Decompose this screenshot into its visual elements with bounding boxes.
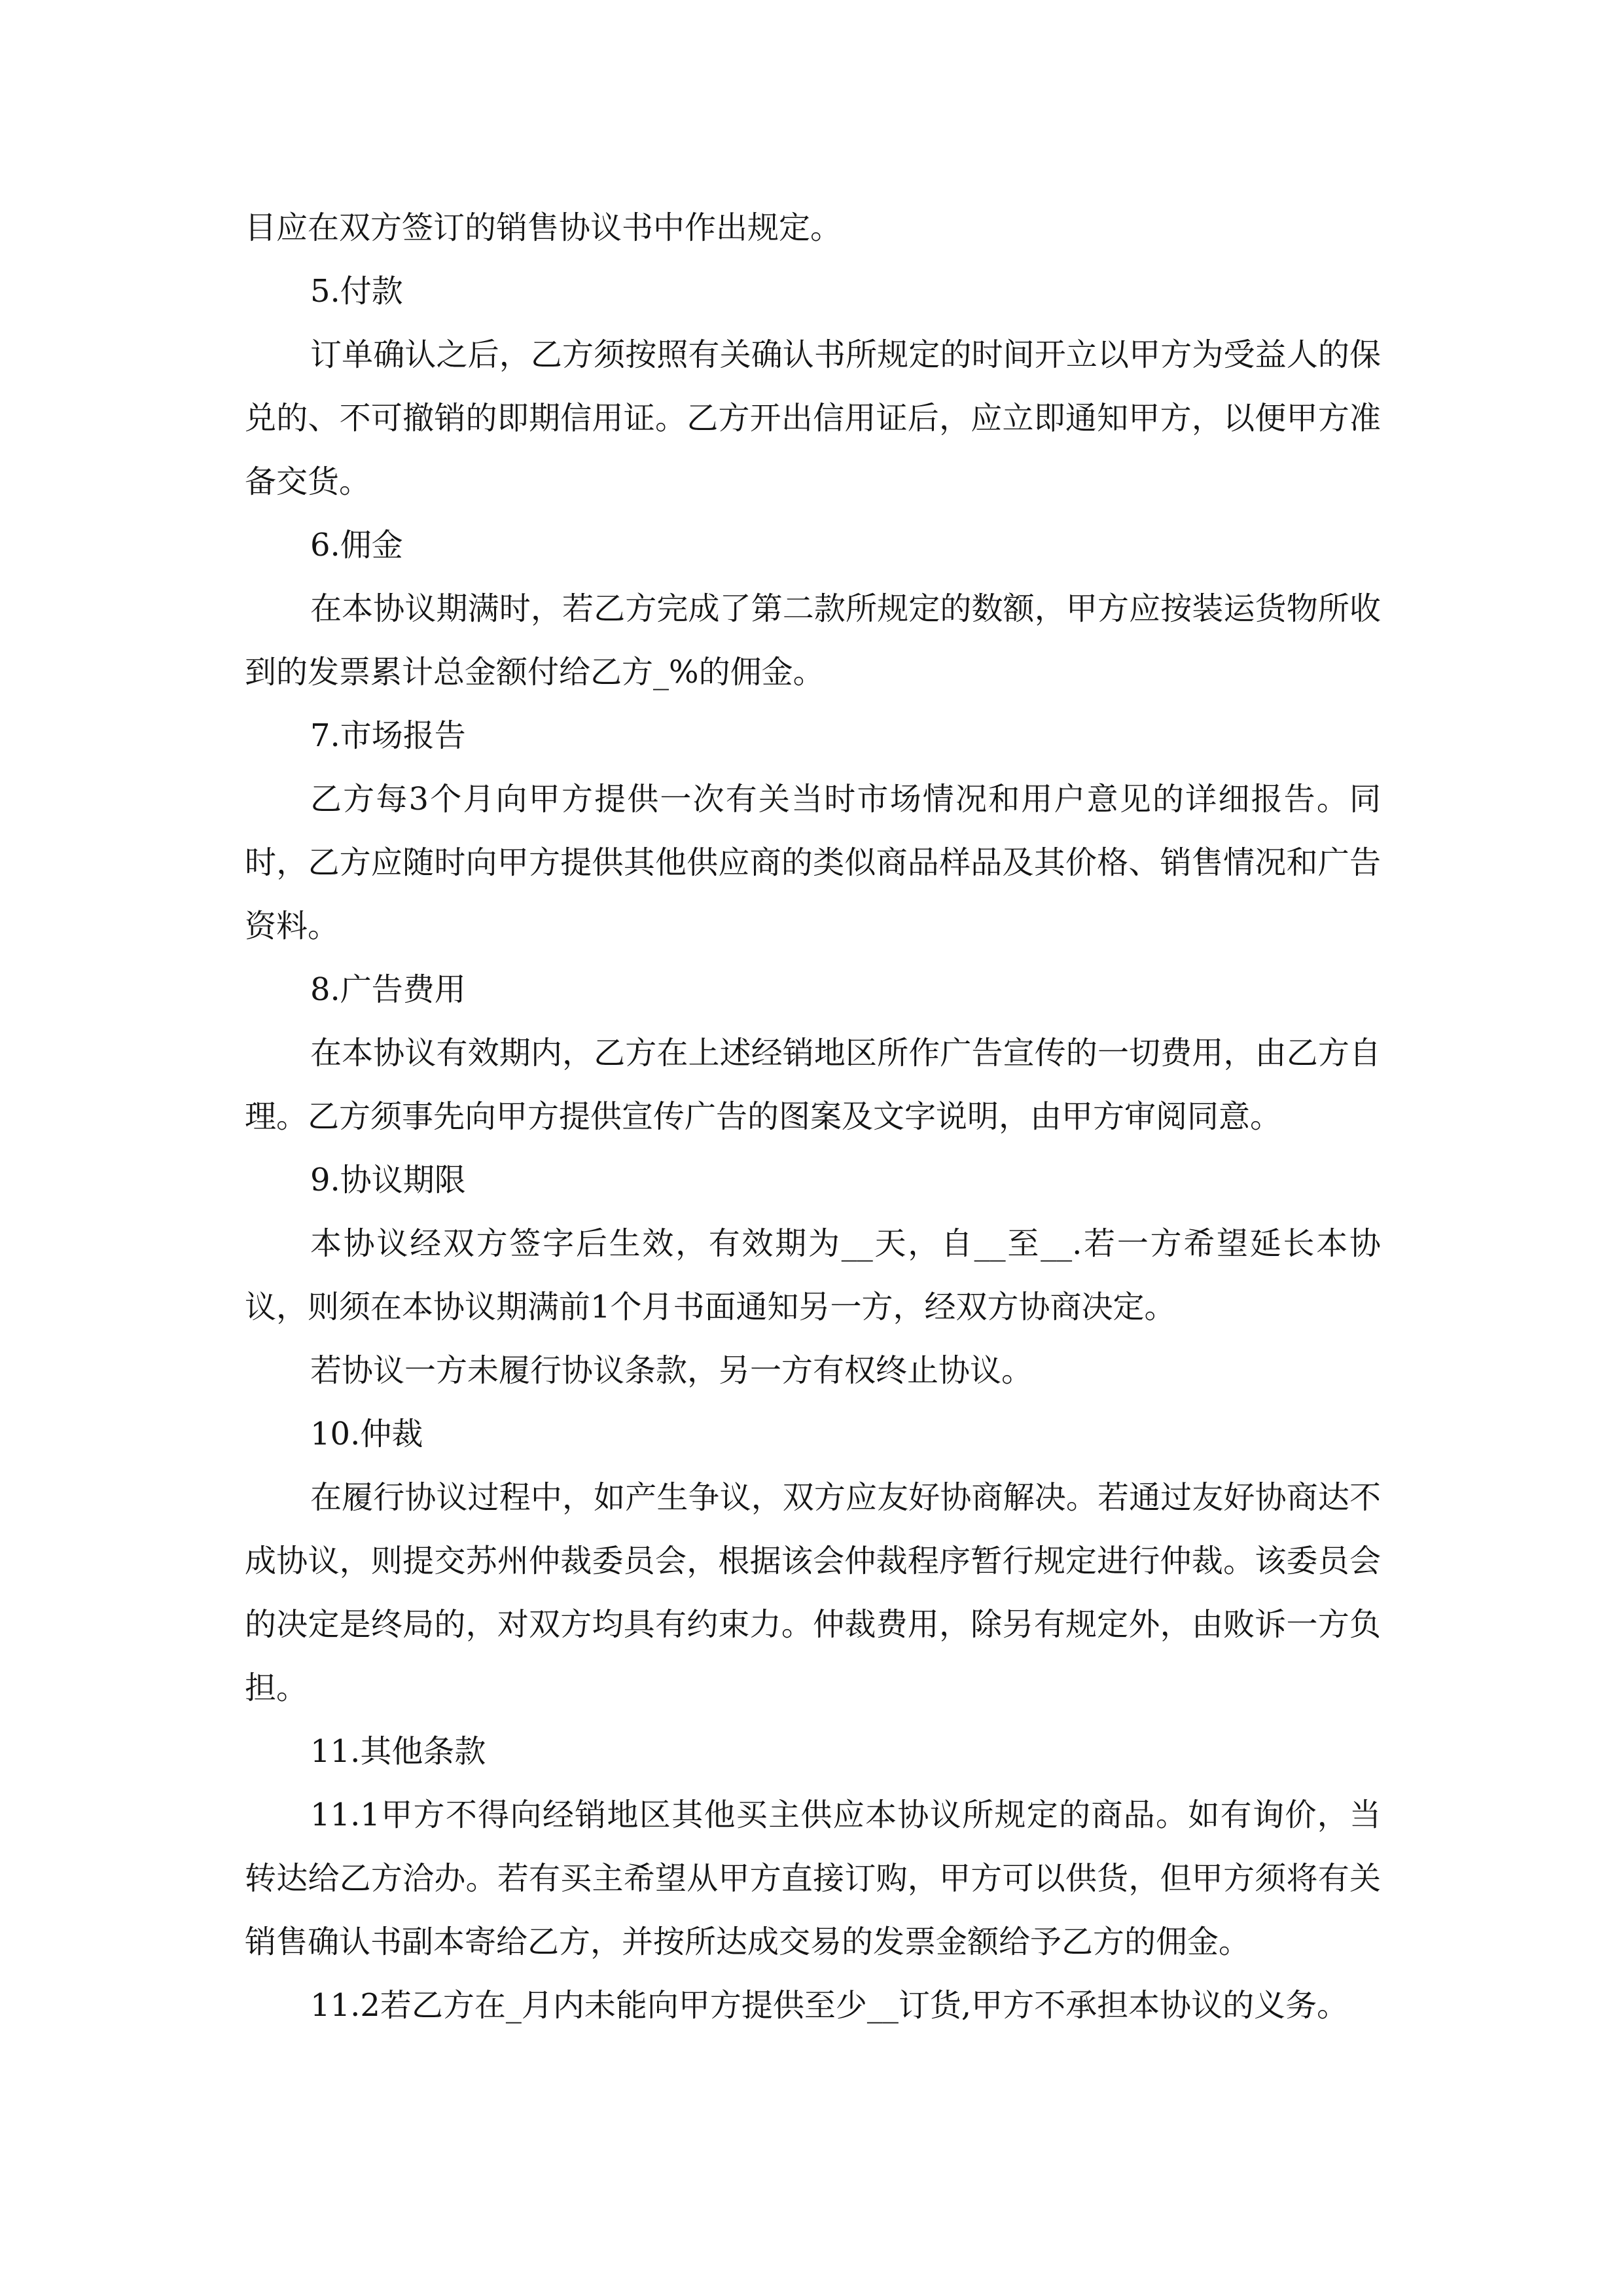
document-page (245, 196, 1381, 2037)
heading-payment: 5.付款 (310, 273, 403, 310)
heading-other-terms: 11.其他条款 (310, 1733, 486, 1770)
paragraph-clause-11-1: 11.1甲方不得向经销地区其他买主供应本协议所规定的商品。如有询价，当转达给乙方洽办。若有买主希望从甲方直接订购，甲方可以供货，但甲方须将有关销售确认书副本寄给乙方，并按所达成交易的发票金额给予乙方的佣金。 (245, 1797, 1381, 1960)
heading-advertising: 8.广告费用 (310, 971, 466, 1008)
paragraph-advertising: 在本协议有效期内，乙方在上述经销地区所作广告宣传的一切费用，由乙方自理。乙方须事先向甲方提供宣传广告的图案及文字说明，由甲方审阅同意。 (245, 1035, 1381, 1135)
paragraph-commission: 在本协议期满时，若乙方完成了第二款所规定的数额，甲方应按装运货物所收到的发票累计总金额付给乙方_%的佣金。 (245, 590, 1381, 691)
heading-market-report: 7.市场报告 (310, 717, 466, 754)
paragraph-termination: 若协议一方未履行协议条款，另一方有权终止协议。 (310, 1352, 1033, 1389)
heading-arbitration: 10.仲裁 (310, 1416, 423, 1452)
paragraph-continuation: 目应在双方签订的销售协议书中作出规定。 (245, 209, 842, 246)
paragraph-term: 本协议经双方签字后生效，有效期为__天，自__至__.若一方希望延长本协议，则须在本协议期满前1个月书面通知另一方，经双方协商决定。 (245, 1225, 1381, 1325)
heading-term: 9.协议期限 (310, 1162, 466, 1198)
heading-commission: 6.佣金 (310, 527, 403, 564)
paragraph-clause-11-2: 11.2若乙方在_月内未能向甲方提供至少__订货,甲方不承担本协议的义务。 (310, 1987, 1349, 2024)
paragraph-arbitration: 在履行协议过程中，如产生争议，双方应友好协商解决。若通过友好协商达不成协议，则提交苏州仲裁委员会，根据该会仲裁程序暂行规定进行仲裁。该委员会的决定是终局的，对双方均具有约束力。仲裁费用，除另有规定外，由败诉一方负担。 (245, 1479, 1381, 1706)
paragraph-market-report: 乙方每3个月向甲方提供一次有关当时市场情况和用户意见的详细报告。同时，乙方应随时向甲方提供其他供应商的类似商品样品及其价格、销售情况和广告资料。 (245, 781, 1381, 944)
paragraph-payment: 订单确认之后，乙方须按照有关确认书所规定的时间开立以甲方为受益人的保兑的、不可撤销的即期信用证。乙方开出信用证后，应立即通知甲方，以便甲方准备交货。 (245, 336, 1381, 500)
